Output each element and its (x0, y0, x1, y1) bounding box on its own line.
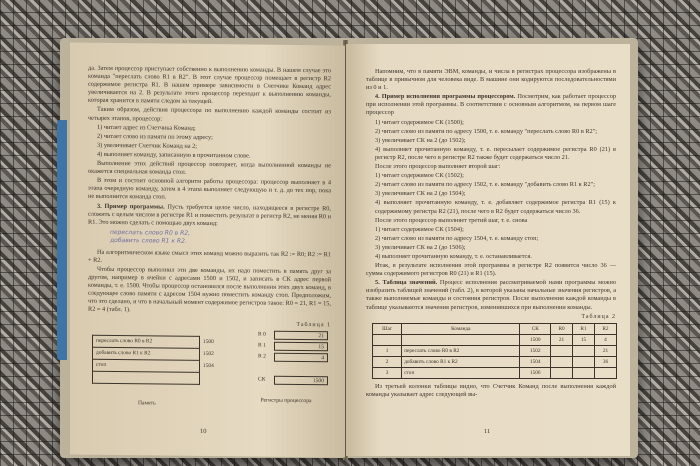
table-header-row (373, 323, 617, 334)
paragraph: Чтобы процессор выполнил эти две команды, их надо поместить в память друг за другом, например в ячейки с адресами 1500 и 1502, и записать в СК адрес первой команды, т. е. 1500. Чтобы процессор остановился после выполнения этих двух команд, в следующее слово памяти с адресом 1504 нужно поместить команду стоп. Предположим, что это сделано, и что в начальный момент содержимое регистров такое: R0 = 21, R1 = 15, R2 = 4 (табл. 1). (88, 265, 331, 314)
list-item: 1) читает содержимое СК (1502); (375, 172, 464, 180)
paragraph: В этом и состоит основной алгоритм работы процессора: процессор выполняет в 4 этапа очередную команду, затем в 4 этапа выполняет следующую и т. д. до тех пор, пока не выполнится команда стоп. (88, 177, 331, 201)
table-cell: добавить слово R1 к R2 (402, 357, 520, 368)
paragraph: Выполнение этих действий процессор повторяет, когда выполненной команды не окажется специальная команда стоп. (88, 159, 331, 176)
table-cell: 1 (373, 345, 402, 356)
paragraph: Из третьей колонки таблицы видно, что Счетчик Команд после выполнения каждой команды указывает адрес следующей вы- (366, 383, 616, 399)
paragraph: Напомним, что в памяти ЭВМ, команды, и числа в регистрах процессора изображены в таблице в привычном для человека виде. В машине они кодируются последовательностями из 0 и 1. (366, 68, 616, 92)
table-caption: Таблица 1 (296, 321, 331, 328)
register-panel (258, 330, 328, 387)
right-page (346, 44, 630, 456)
paragraph: После этого процессор выполняет третий шаг, т. е. снова (375, 216, 528, 224)
table-cell: 1506 (520, 368, 551, 379)
register-value: 4 (274, 352, 328, 362)
table-row (93, 371, 218, 384)
table-cell (402, 334, 520, 345)
table-row (373, 368, 617, 379)
left-page (70, 43, 345, 458)
memory-table (92, 334, 218, 384)
list-item: 3) увеличивает СК на 2 (до 1506); (375, 243, 466, 251)
list-item: 4) выполняет команду, записанную в прочитанном слове. (97, 150, 251, 160)
table-cell (551, 357, 573, 368)
section-3 (88, 202, 331, 229)
table-cell (573, 357, 595, 368)
register-name: R 0 (258, 331, 266, 338)
column-header: СК (520, 323, 551, 334)
memory-address: 1504 (203, 362, 214, 370)
table-cell: 15 (573, 334, 595, 345)
handwritten-note (88, 229, 331, 248)
memory-address: 1500 (203, 338, 214, 346)
memory-label: Память (138, 399, 156, 406)
table-row (373, 345, 617, 356)
table-cell: 21 (594, 345, 616, 356)
list-item: 1) читает содержимое СК (1500); (375, 118, 464, 126)
page-number: 10 (200, 427, 207, 435)
table-cell: 3 (373, 368, 402, 379)
table-cell (373, 334, 402, 345)
column-header: R0 (551, 323, 573, 334)
paragraph: После этого процессор выполняет второй шаг: (375, 163, 501, 171)
table-cell (551, 345, 573, 356)
register-row (258, 352, 328, 362)
list-item: 2) читает слово из памяти по адресу 1502, т. е. команду "добавить слово R1 к R2"; (375, 181, 595, 189)
column-header: Команда (402, 323, 520, 334)
section-4 (366, 93, 616, 117)
table-cell (551, 368, 573, 379)
register-value: 1500 (274, 375, 328, 385)
section-text: Процесс исполнения рассматриваемой нами программы можно изобразить таблицей значений (табл. 2), в которой указаны начальные значения регистров, а также выполняемые команды и состояния регистров. После выполнения каждой команды в таблице указываются значения регистров, изменившихся при выполнении команды. (366, 279, 616, 311)
memory-cell: стоп (93, 359, 200, 372)
section-heading: 4. Пример исполнения программы процессором. (375, 93, 516, 101)
list-item: 2) читает слово из памяти по адресу 1500, т. е. команду "переслать слово R0 в R2"; (375, 127, 598, 135)
register-name: СК (258, 376, 266, 383)
section-5 (366, 279, 616, 311)
page-number: 11 (484, 427, 491, 435)
list-item: 4) выполняет прочитанную команду, т. е. добавляет содержимое регистра R1 (15) к содержимому регистра R2 (21), после чего в R2 будет содержаться число 36. (375, 199, 616, 215)
paragraph: Таким образом, действия процессора по выполнению каждой команды состоят из четырех этапов, процессор: (88, 106, 331, 123)
table-cell: 1500 (520, 334, 551, 345)
table-cell: 36 (594, 357, 616, 368)
register-value: 21 (274, 330, 328, 340)
memory-address: 1502 (203, 350, 214, 358)
table-row (373, 334, 617, 345)
section-heading: 5. Таблица значений. (375, 279, 438, 287)
section-text: Пусть требуется целое число, находящееся в регистре R0, сложить с целым числом в регистре R1 и поместить результат в регистр R2, не меняя R0 и R1. Это можно сделать с помощью двух команд: (88, 203, 332, 227)
table-cell: 1502 (520, 345, 551, 356)
memory-cell (93, 371, 200, 384)
table-cell (594, 368, 616, 379)
list-item: 2) читает слово из памяти по этому адресу; (97, 132, 213, 141)
column-header: R2 (594, 323, 616, 334)
handwritten-line: переслать слово R0 в R2, (110, 228, 191, 237)
register-row (258, 341, 328, 351)
list-item: 2) читает слово из памяти по адресу 1504, т. е. команду стоп; (375, 234, 539, 242)
figure-table-1 (88, 318, 331, 416)
registers-label: Регистры процессора (260, 397, 312, 404)
register-name: R 2 (258, 353, 266, 360)
table-cell: 1504 (520, 357, 551, 368)
table-cell: 2 (373, 357, 402, 368)
register-row (258, 375, 328, 385)
section-heading: 3. Пример программы. (97, 202, 165, 211)
list-item: 4) выполняет прочитанную команду, т. е. пересылает содержимое регистра R0 (21) в регистр R2, после чего в регистре R2 также будет содержаться число 21. (375, 145, 616, 161)
register-row (258, 330, 328, 340)
register-value: 15 (274, 341, 328, 351)
column-header: Шаг (373, 323, 402, 334)
table-cell: переслать слово R0 в R2 (402, 345, 520, 356)
memory-cell: добавить слово R1 к R2 (93, 347, 200, 360)
column-header: R1 (573, 323, 595, 334)
list-item: 3) увеличивает СК на 2 (до 1504); (375, 190, 466, 198)
section-text: Посмотрим, как работает процессор при исполнении этой программы. В соответствии с основным алгоритмом, на первом шаге процессор (366, 93, 617, 117)
table-cell: 4 (594, 334, 616, 345)
paragraph: Итак, в результате исполнения этой программы в регистре R2 появится число 36 — сумма содержимого регистров R0 (21) и R1 (15). (366, 262, 616, 278)
list-item: 1) читает содержимое СК (1504); (375, 225, 464, 233)
handwritten-line: добавить слово R1 к R2. (110, 236, 187, 245)
table-cell: стоп (402, 368, 520, 379)
book-spine-edge (57, 120, 67, 360)
table-caption: Таблица 2 (581, 313, 616, 320)
memory-cell: переслать слово R0 в R2 (93, 335, 200, 348)
table-row (373, 357, 617, 368)
paragraph: да. Затем процессор приступает собственно к выполнению команды. В нашем случае это команда "переслать слово R1 в R2". В этот случае процессор помещает в регистр R2 содержимое регистра R1. В нашем примере зависимости в Счетчике Команд адрес увеличивается на 2. В результате этого процессор переходит к выполнению команды, которая хранится в памяти следом за текущей. (88, 64, 331, 106)
list-item: 3) увеличивает СК на 2 (до 1502); (375, 136, 466, 144)
paragraph: На алгоритмическом языке смысл этих команд можно выразить так R2 := R0; R2 := R1 + R2. (88, 248, 331, 264)
table-cell (573, 368, 595, 379)
register-name: R 1 (258, 342, 266, 349)
values-table (372, 323, 617, 379)
list-item: 4) выполняет прочитанную команду, т. е. останавливается. (375, 252, 532, 260)
table-cell: 21 (551, 334, 573, 345)
memory-address (200, 372, 218, 384)
list-item: 1) читает адрес из Счетчика Команд; (97, 123, 196, 132)
list-item: 3) увеличивает Счетчик Команд на 2; (97, 141, 197, 150)
table-cell (573, 345, 595, 356)
